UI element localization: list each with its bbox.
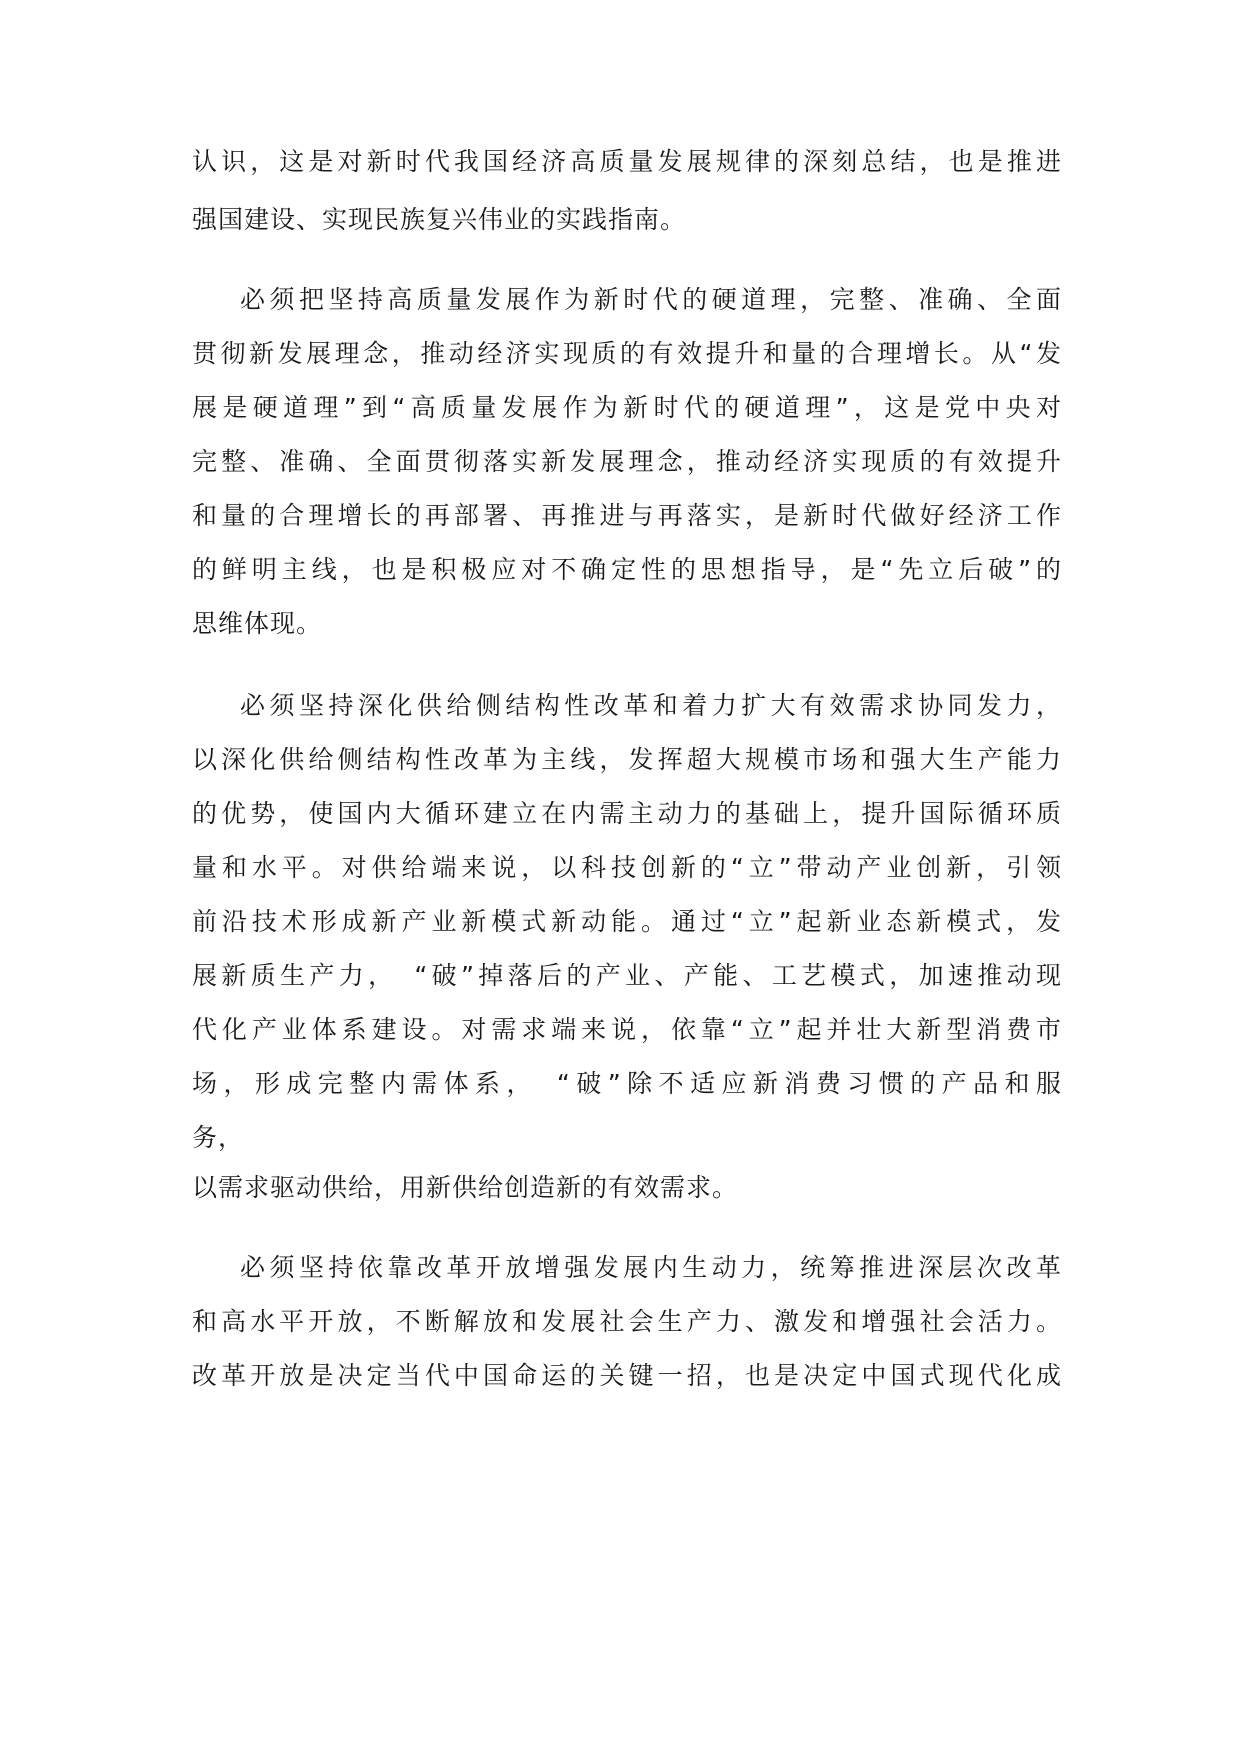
text-line: 和高水平开放，不断解放和发展社会生产力、激发和增强社会活力。 (192, 1307, 1062, 1336)
text-line: 完整、准确、全面贯彻落实新发展理念，推动经济实现质的有效提升 (192, 447, 1062, 476)
text-line: 的优势，使国内大循环建立在内需主动力的基础上，提升国际循环质 (192, 799, 1062, 828)
text-line: 展是硬道理”到“高质量发展作为新时代的硬道理”，这是党中央对 (192, 393, 1062, 422)
text-line: 强国建设、实现民族复兴伟业的实践指南。 (192, 205, 687, 234)
text-line: 代化产业体系建设。对需求端来说，依靠“立”起并壮大新型消费市 (192, 1015, 1062, 1044)
text-line: 改革开放是决定当代中国命运的关键一招，也是决定中国式现代化成 (192, 1361, 1062, 1390)
text-line: 以需求驱动供给，用新供给创造新的有效需求。 (192, 1173, 739, 1202)
text-line: 必须坚持深化供给侧结构性改革和着力扩大有效需求协同发力， (240, 691, 1062, 720)
text-line: 量和水平。对供给端来说，以科技创新的“立”带动产业创新，引领 (192, 853, 1062, 882)
text-line: 必须坚持依靠改革开放增强发展内生动力，统筹推进深层次改革 (240, 1253, 1062, 1282)
text-line: 认识，这是对新时代我国经济高质量发展规律的深刻总结，也是推进 (192, 147, 1062, 176)
text-line: 前沿技术形成新产业新模式新动能。通过“立”起新业态新模式，发 (192, 907, 1062, 936)
text-line: 务， (192, 1123, 245, 1152)
text-line: 场，形成完整内需体系， “破”除不适应新消费习惯的产品和服 (192, 1069, 1062, 1098)
text-line: 必须把坚持高质量发展作为新时代的硬道理，完整、准确、全面 (240, 285, 1062, 314)
text-line: 和量的合理增长的再部署、再推进与再落实，是新时代做好经济工作 (192, 501, 1062, 530)
text-line: 思维体现。 (192, 609, 323, 638)
text-line: 的鲜明主线，也是积极应对不确定性的思想指导，是“先立后破”的 (192, 555, 1062, 584)
text-line: 以深化供给侧结构性改革为主线，发挥超大规模市场和强大生产能力 (192, 745, 1062, 774)
text-line: 展新质生产力， “破”掉落后的产业、产能、工艺模式，加速推动现 (192, 961, 1062, 990)
text-line: 贯彻新发展理念，推动经济实现质的有效提升和量的合理增长。从“发 (192, 339, 1062, 368)
